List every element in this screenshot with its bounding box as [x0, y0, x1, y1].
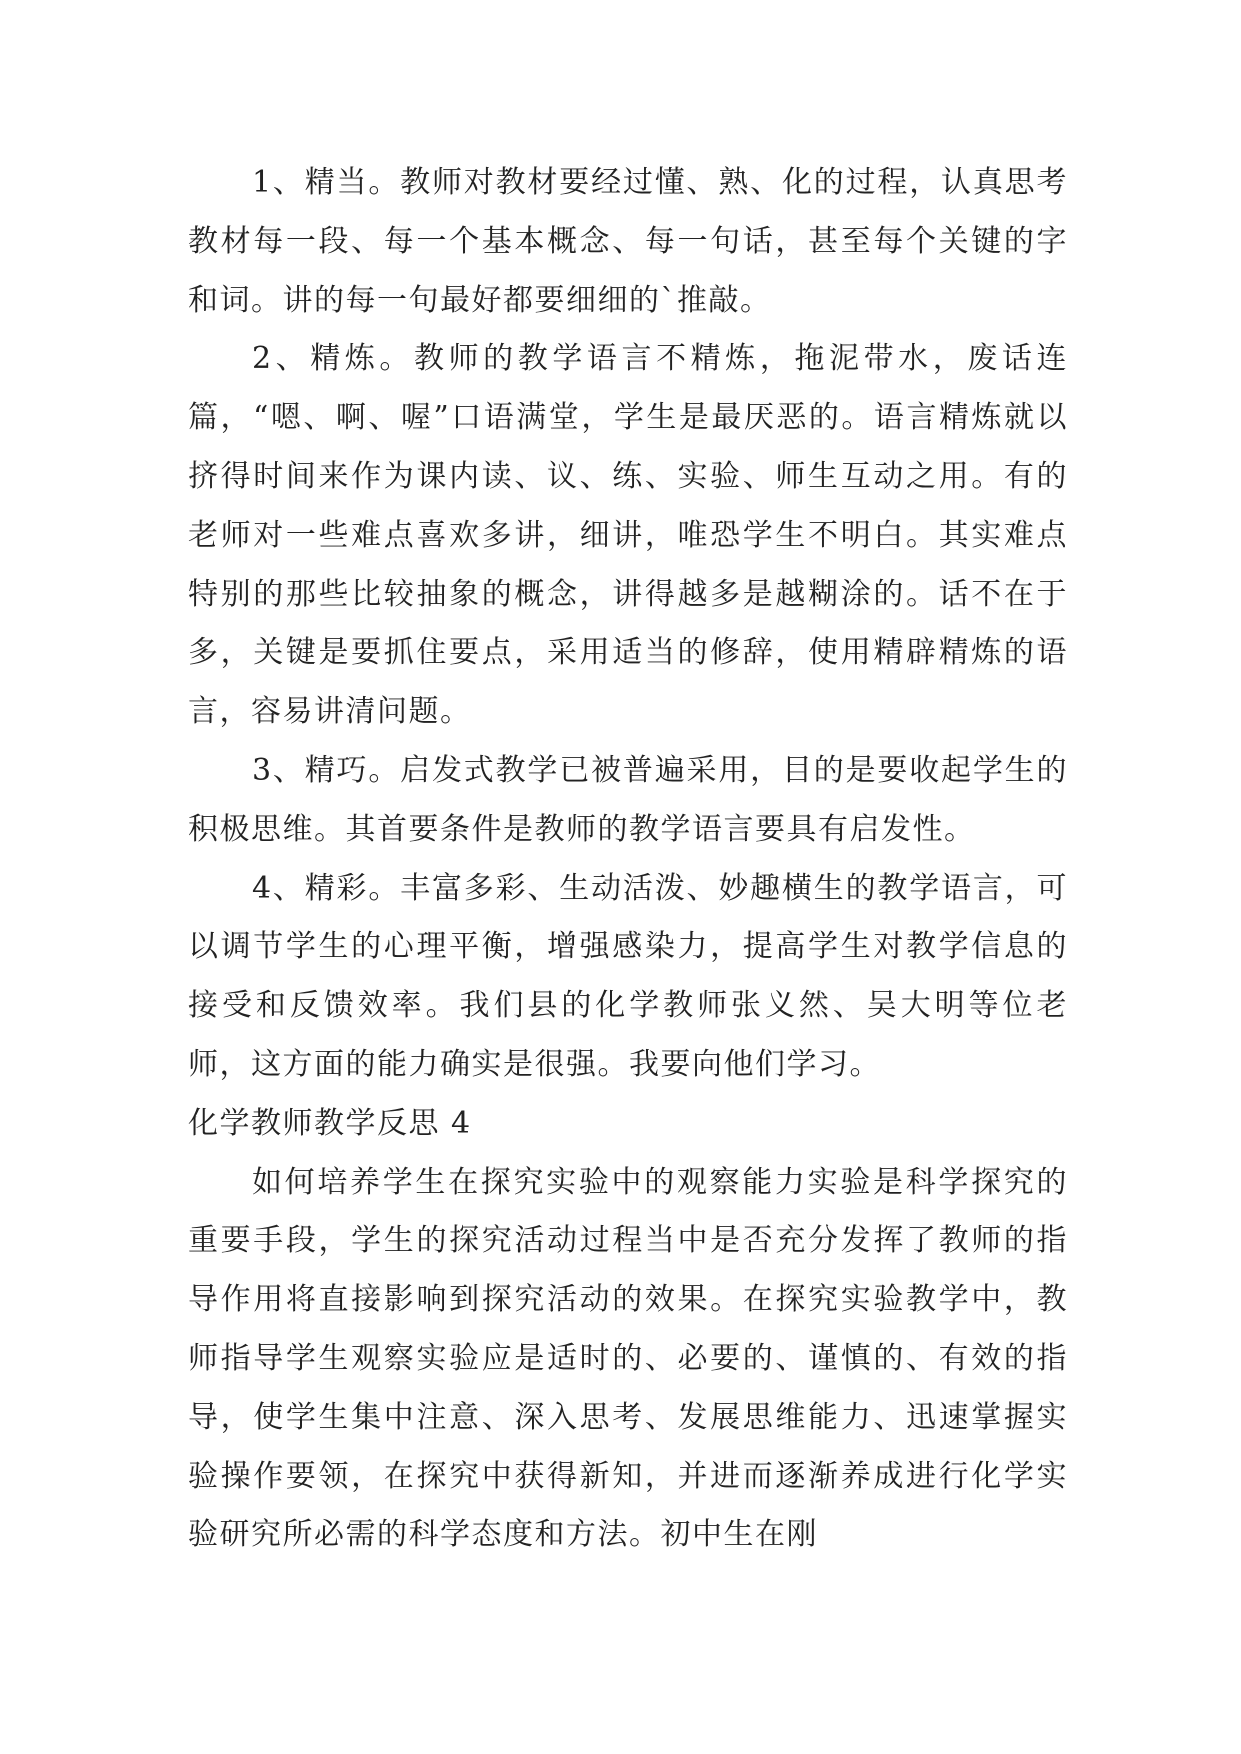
- paragraph-observation-ability: 如何培养学生在探究实验中的观察能力实验是科学探究的重要手段，学生的探究活动过程当中是否充分发挥了教师的指导作用将直接影响到探究活动的效果。在探究实验教学中，教师指导学生观察实验应是适时的、必要的、谨慎的、有效的指导，使学生集中注意、深入思考、发展思维能力、迅速掌握实验操作要领，在探究中获得新知，并进而逐渐养成进行化学实验研究所必需的科学态度和方法。初中生在刚: [188, 1164, 1068, 1553]
- paragraph-jinglian: 2、精炼。教师的教学语言不精炼，拖泥带水，废话连篇，“嗯、啊、喔”口语满堂，学生是最厌恶的。语言精炼就以挤得时间来作为课内读、议、练、实验、师生互动之用。有的老师对一些难点喜欢多讲，细讲，唯恐学生不明白。其实难点特别的那些比较抽象的概念，讲得越多是越糊涂的。话不在于多，关键是要抓住要点，采用适当的修辞，使用精辟精炼的语言，容易讲清问题。: [188, 341, 1068, 730]
- paragraph-jingcai: 4、精彩。丰富多彩、生动活泼、妙趣横生的教学语言，可以调节学生的心理平衡，增强感染力，提高学生对教学信息的接受和反馈效率。我们县的化学教师张义然、吴大明等位老师，这方面的能力确实是很强。我要向他们学习。: [188, 870, 1068, 1082]
- section-heading: 化学教师教学反思 4: [188, 1105, 472, 1141]
- paragraph-jingdang: 1、精当。教师对教材要经过懂、熟、化的过程，认真思考教材每一段、每一个基本概念、每一句话，甚至每个关键的字和词。讲的每一句最好都要细细的`推敲。: [188, 165, 1068, 318]
- paragraph-jingqiao: 3、精巧。启发式教学已被普遍采用，目的是要收起学生的积极思维。其首要条件是教师的教学语言要具有启发性。: [188, 752, 1068, 847]
- document-body: [188, 154, 1068, 1565]
